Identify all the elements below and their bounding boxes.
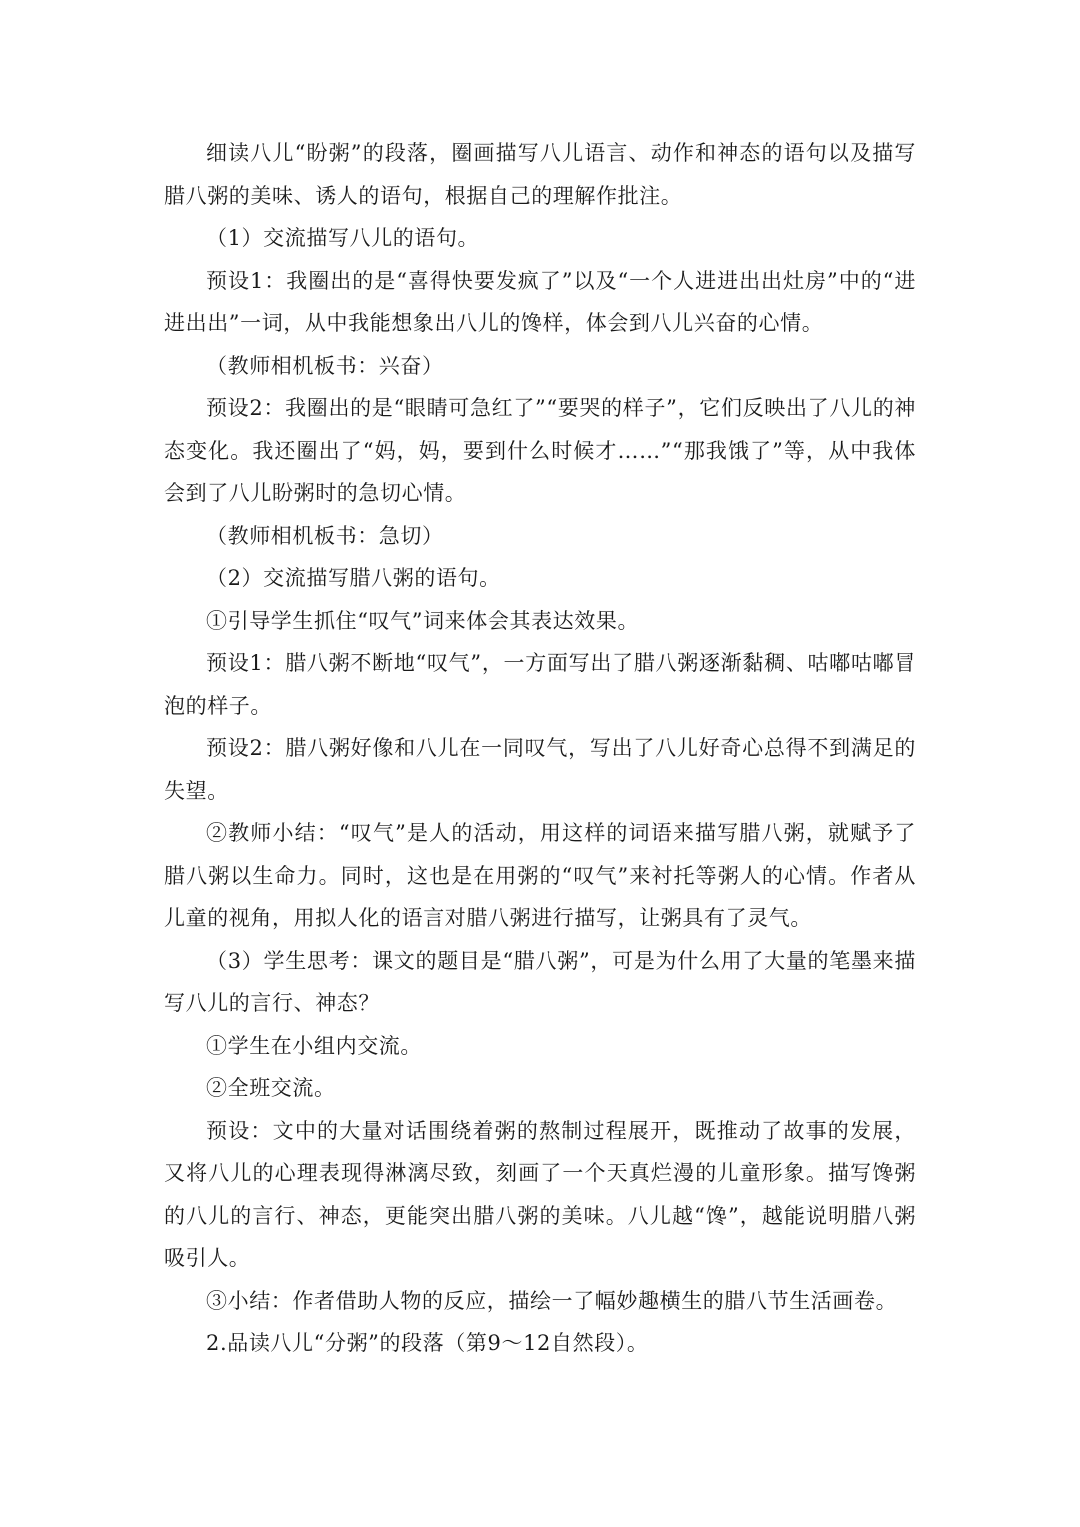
paragraph-board-note-1: （教师相机板书：兴奋） xyxy=(206,353,444,378)
paragraph-teacher-summary: ②教师小结：“叹气”是人的活动，用这样的词语来描写腊八粥，就赋予了腊八粥以生命力。同时，这也是在用粥的“叹气”来衬托等粥人的心情。作者从儿童的视角，用拟人化的语言对腊八粥进行描写，让粥具有了灵气。 xyxy=(164,821,916,930)
paragraph-step-1: （1）交流描写八儿的语句。 xyxy=(206,226,480,250)
paragraph-step-2: （2）交流描写腊八粥的语句。 xyxy=(206,566,501,590)
paragraph-preset-3: 预设1：腊八粥不断地“叹气”，一方面写出了腊八粥逐渐黏稠、咕嘟咕嘟冒泡的样子。 xyxy=(164,651,916,718)
document-body xyxy=(164,132,916,1365)
paragraph-preset-5: 预设：文中的大量对话围绕着粥的熬制过程展开，既推动了故事的发展，又将八儿的心理表现得淋漓尽致，刻画了一个天真烂漫的儿童形象。描写馋粥的八儿的言行、神态，更能突出腊八粥的美味。八儿越“馋”，越能说明腊八粥吸引人。 xyxy=(164,1118,916,1270)
paragraph-summary: ③小结：作者借助人物的反应，描绘一了幅妙趣横生的腊八节生活画卷。 xyxy=(206,1288,898,1313)
paragraph-preset-1: 预设1：我圈出的是“喜得快要发疯了”以及“一个人进进出出灶房”中的“进进出出”一词，从中我能想象出八儿的馋样，体会到八儿兴奋的心情。 xyxy=(164,268,916,335)
paragraph-group-discussion: ①学生在小组内交流。 xyxy=(206,1033,422,1058)
paragraph-step-3: （3）学生思考：课文的题目是“腊八粥”，可是为什么用了大量的笔墨来描写八儿的言行、神态？ xyxy=(164,948,916,1015)
paragraph-preset-4: 预设2：腊八粥好像和八儿在一同叹气，写出了八儿好奇心总得不到满足的失望。 xyxy=(164,736,916,803)
paragraph-intro: 细读八儿“盼粥”的段落，圈画描写八儿语言、动作和神态的语句以及描写腊八粥的美味、诱人的语句，根据自己的理解作批注。 xyxy=(164,141,916,208)
paragraph-section-2: 2.品读八儿“分粥”的段落（第9～12自然段）。 xyxy=(206,1331,649,1355)
paragraph-class-discussion: ②全班交流。 xyxy=(206,1076,336,1100)
paragraph-guide: ①引导学生抓住“叹气”词来体会其表达效果。 xyxy=(206,608,640,633)
paragraph-board-note-2: （教师相机板书：急切） xyxy=(206,523,444,548)
paragraph-preset-2: 预设2：我圈出的是“眼睛可急红了”“要哭的样子”，它们反映出了八儿的神态变化。我还圈出了“妈，妈，要到什么时候才……”“那我饿了”等，从中我体会到了八儿盼粥时的急切心情。 xyxy=(164,396,916,505)
